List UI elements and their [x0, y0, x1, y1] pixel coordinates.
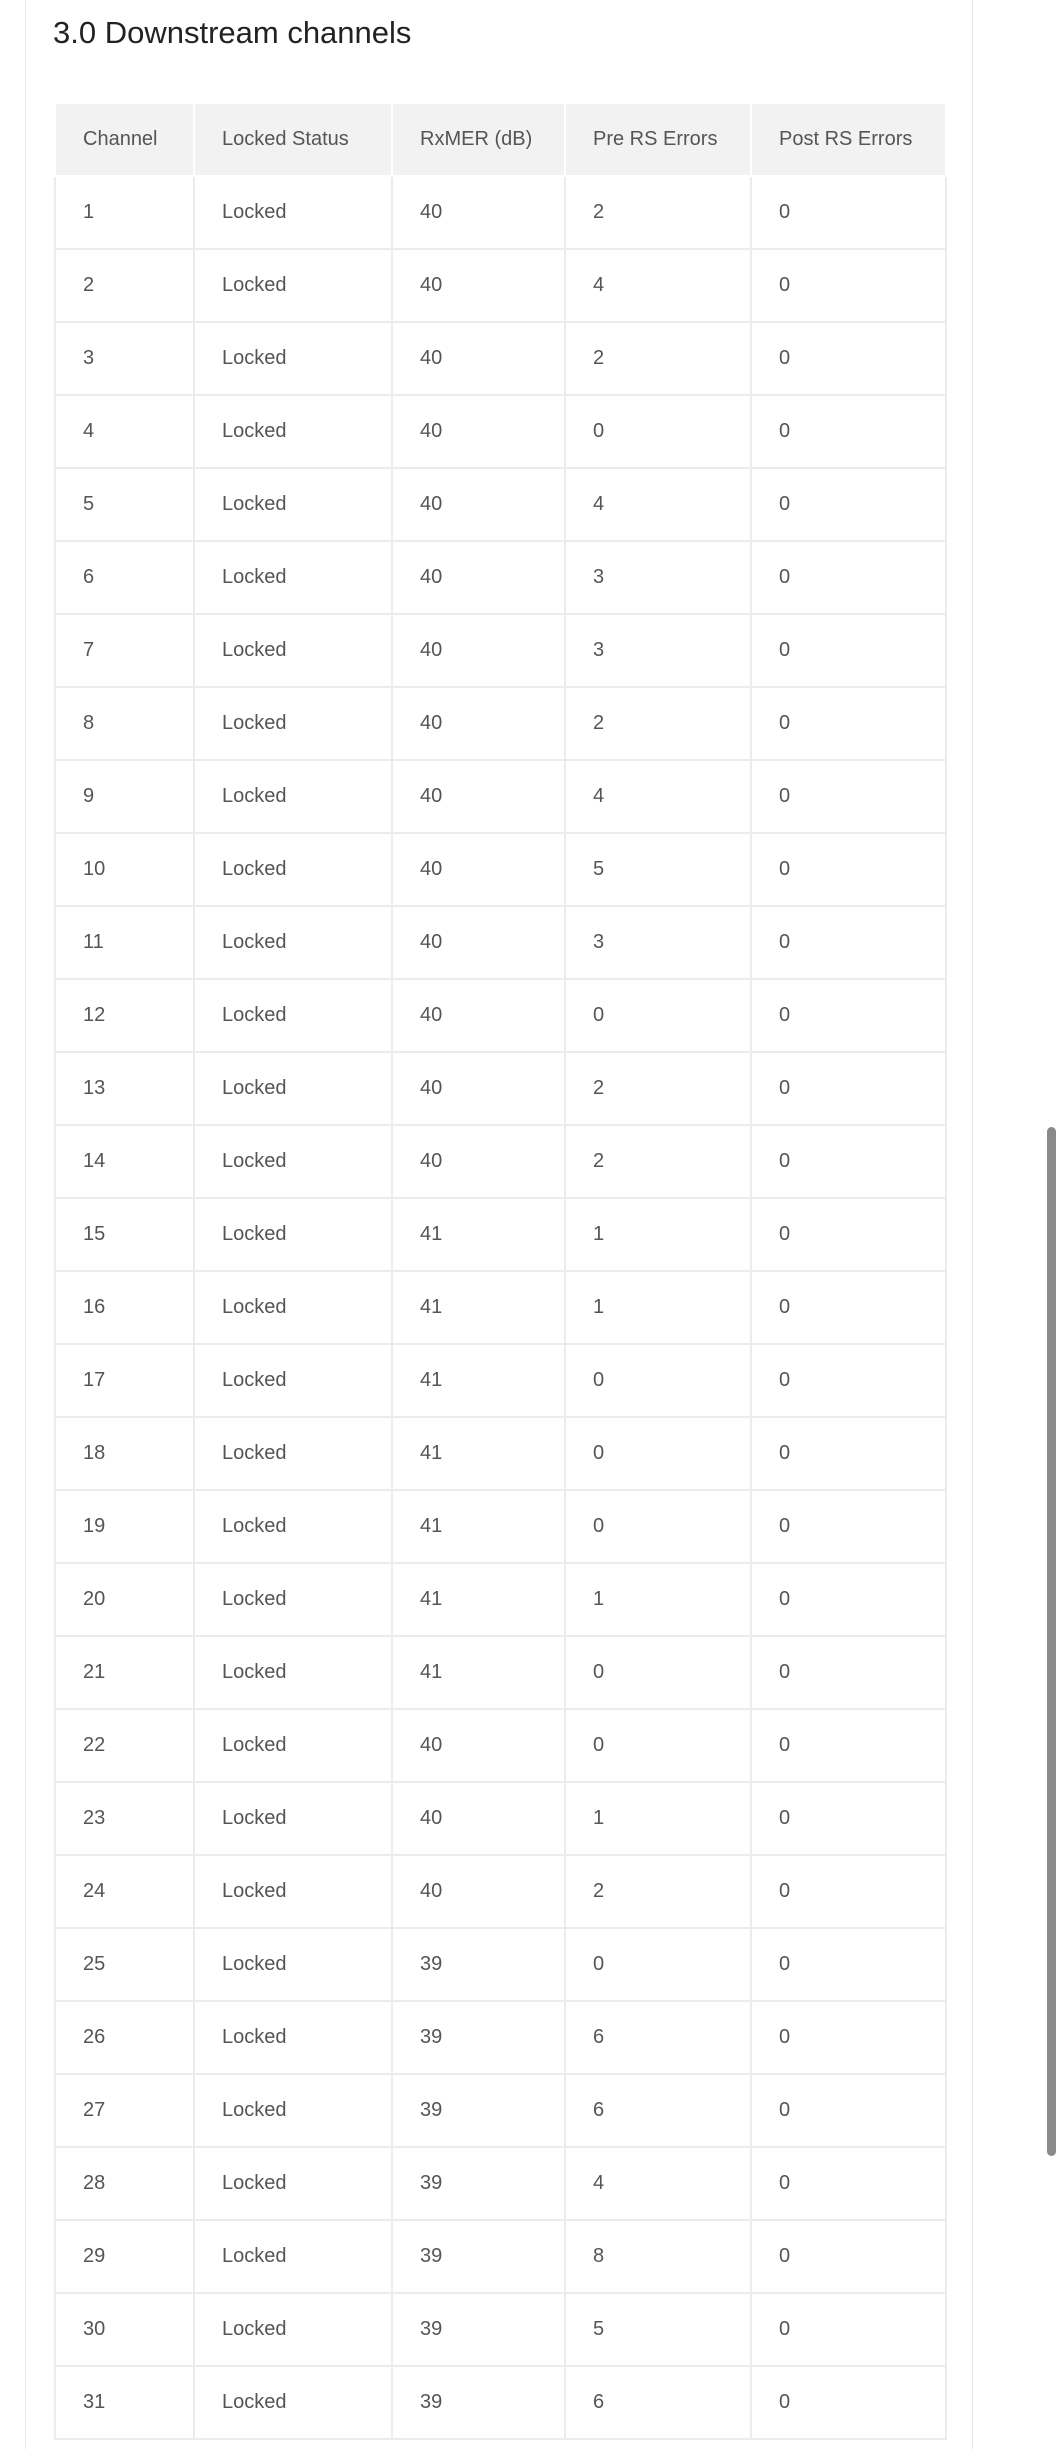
cell-pre-rs-errors: 2	[565, 687, 751, 760]
cell-locked-status: Locked	[194, 468, 392, 541]
cell-locked-status: Locked	[194, 1125, 392, 1198]
cell-locked-status: Locked	[194, 1563, 392, 1636]
cell-post-rs-errors: 0	[751, 2147, 946, 2220]
cell-channel: 24	[55, 1855, 194, 1928]
table-row	[55, 2074, 946, 2147]
table-row	[55, 2001, 946, 2074]
cell-channel: 5	[55, 468, 194, 541]
cell-rxmer: 40	[392, 1709, 565, 1782]
cell-post-rs-errors: 0	[751, 1052, 946, 1125]
cell-rxmer: 41	[392, 1490, 565, 1563]
cell-post-rs-errors: 0	[751, 1417, 946, 1490]
table-row	[55, 760, 946, 833]
cell-locked-status: Locked	[194, 395, 392, 468]
cell-locked-status: Locked	[194, 1490, 392, 1563]
cell-locked-status: Locked	[194, 1855, 392, 1928]
cell-pre-rs-errors: 0	[565, 1417, 751, 1490]
cell-rxmer: 40	[392, 1052, 565, 1125]
cell-pre-rs-errors: 1	[565, 1271, 751, 1344]
cell-rxmer: 41	[392, 1563, 565, 1636]
cell-channel: 3	[55, 322, 194, 395]
cell-rxmer: 40	[392, 614, 565, 687]
table-row	[55, 468, 946, 541]
cell-channel: 1	[55, 176, 194, 249]
cell-locked-status: Locked	[194, 1709, 392, 1782]
cell-pre-rs-errors: 5	[565, 833, 751, 906]
table-row	[55, 1855, 946, 1928]
cell-channel: 19	[55, 1490, 194, 1563]
cell-rxmer: 40	[392, 1855, 565, 1928]
cell-channel: 12	[55, 979, 194, 1052]
cell-rxmer: 40	[392, 395, 565, 468]
cell-channel: 2	[55, 249, 194, 322]
cell-pre-rs-errors: 2	[565, 1855, 751, 1928]
cell-channel: 28	[55, 2147, 194, 2220]
cell-rxmer: 40	[392, 906, 565, 979]
cell-rxmer: 41	[392, 1198, 565, 1271]
cell-post-rs-errors: 0	[751, 906, 946, 979]
table-header-row	[55, 103, 946, 176]
cell-rxmer: 39	[392, 1928, 565, 2001]
table-row	[55, 1782, 946, 1855]
cell-locked-status: Locked	[194, 833, 392, 906]
cell-post-rs-errors: 0	[751, 1344, 946, 1417]
cell-channel: 29	[55, 2220, 194, 2293]
table-row	[55, 176, 946, 249]
cell-channel: 9	[55, 760, 194, 833]
cell-locked-status: Locked	[194, 2220, 392, 2293]
table-row	[55, 2366, 946, 2439]
cell-post-rs-errors: 0	[751, 1490, 946, 1563]
cell-post-rs-errors: 0	[751, 760, 946, 833]
cell-locked-status: Locked	[194, 1636, 392, 1709]
column-header-locked-status: Locked Status	[194, 103, 392, 176]
cell-rxmer: 40	[392, 979, 565, 1052]
downstream-channels-table	[54, 102, 947, 2440]
cell-rxmer: 39	[392, 2293, 565, 2366]
cell-pre-rs-errors: 4	[565, 468, 751, 541]
cell-locked-status: Locked	[194, 2293, 392, 2366]
cell-post-rs-errors: 0	[751, 249, 946, 322]
cell-rxmer: 39	[392, 2001, 565, 2074]
table-row	[55, 1052, 946, 1125]
table-row	[55, 2293, 946, 2366]
cell-channel: 13	[55, 1052, 194, 1125]
cell-rxmer: 41	[392, 1417, 565, 1490]
cell-channel: 20	[55, 1563, 194, 1636]
cell-locked-status: Locked	[194, 760, 392, 833]
cell-post-rs-errors: 0	[751, 687, 946, 760]
cell-locked-status: Locked	[194, 1928, 392, 2001]
cell-locked-status: Locked	[194, 1782, 392, 1855]
table-row	[55, 2220, 946, 2293]
cell-post-rs-errors: 0	[751, 2366, 946, 2439]
cell-pre-rs-errors: 3	[565, 614, 751, 687]
cell-post-rs-errors: 0	[751, 1198, 946, 1271]
cell-pre-rs-errors: 1	[565, 1198, 751, 1271]
cell-locked-status: Locked	[194, 687, 392, 760]
cell-pre-rs-errors: 2	[565, 176, 751, 249]
cell-channel: 16	[55, 1271, 194, 1344]
table-row	[55, 687, 946, 760]
cell-locked-status: Locked	[194, 1198, 392, 1271]
cell-locked-status: Locked	[194, 541, 392, 614]
cell-channel: 10	[55, 833, 194, 906]
cell-channel: 31	[55, 2366, 194, 2439]
table-row	[55, 1125, 946, 1198]
cell-rxmer: 40	[392, 176, 565, 249]
table-row	[55, 541, 946, 614]
cell-post-rs-errors: 0	[751, 1855, 946, 1928]
cell-rxmer: 41	[392, 1344, 565, 1417]
table-row	[55, 1490, 946, 1563]
cell-post-rs-errors: 0	[751, 1563, 946, 1636]
table-row	[55, 2147, 946, 2220]
cell-channel: 22	[55, 1709, 194, 1782]
table-row	[55, 249, 946, 322]
cell-pre-rs-errors: 2	[565, 322, 751, 395]
cell-locked-status: Locked	[194, 979, 392, 1052]
column-header-channel: Channel	[55, 103, 194, 176]
cell-locked-status: Locked	[194, 2074, 392, 2147]
cell-locked-status: Locked	[194, 322, 392, 395]
cell-pre-rs-errors: 3	[565, 906, 751, 979]
cell-channel: 27	[55, 2074, 194, 2147]
cell-rxmer: 40	[392, 1125, 565, 1198]
table-row	[55, 395, 946, 468]
cell-pre-rs-errors: 2	[565, 1052, 751, 1125]
cell-pre-rs-errors: 0	[565, 1490, 751, 1563]
cell-pre-rs-errors: 1	[565, 1563, 751, 1636]
cell-pre-rs-errors: 6	[565, 2001, 751, 2074]
cell-pre-rs-errors: 1	[565, 1782, 751, 1855]
cell-rxmer: 40	[392, 468, 565, 541]
cell-locked-status: Locked	[194, 2001, 392, 2074]
table-row	[55, 1344, 946, 1417]
table-row	[55, 1709, 946, 1782]
cell-pre-rs-errors: 0	[565, 979, 751, 1052]
cell-post-rs-errors: 0	[751, 1636, 946, 1709]
cell-channel: 23	[55, 1782, 194, 1855]
table-row	[55, 906, 946, 979]
table-row	[55, 322, 946, 395]
cell-pre-rs-errors: 0	[565, 1636, 751, 1709]
cell-post-rs-errors: 0	[751, 176, 946, 249]
scrollbar-thumb[interactable]	[1047, 1127, 1056, 2156]
cell-rxmer: 41	[392, 1271, 565, 1344]
cell-pre-rs-errors: 0	[565, 1709, 751, 1782]
cell-channel: 8	[55, 687, 194, 760]
cell-channel: 25	[55, 1928, 194, 2001]
cell-pre-rs-errors: 3	[565, 541, 751, 614]
cell-pre-rs-errors: 4	[565, 249, 751, 322]
cell-rxmer: 40	[392, 760, 565, 833]
cell-rxmer: 40	[392, 1782, 565, 1855]
table-row	[55, 614, 946, 687]
cell-rxmer: 40	[392, 541, 565, 614]
column-header-post-rs-errors: Post RS Errors	[751, 103, 946, 176]
cell-rxmer: 40	[392, 249, 565, 322]
column-header-pre-rs-errors: Pre RS Errors	[565, 103, 751, 176]
cell-channel: 26	[55, 2001, 194, 2074]
cell-channel: 7	[55, 614, 194, 687]
cell-post-rs-errors: 0	[751, 1928, 946, 2001]
cell-locked-status: Locked	[194, 2147, 392, 2220]
cell-post-rs-errors: 0	[751, 322, 946, 395]
cell-channel: 30	[55, 2293, 194, 2366]
cell-channel: 11	[55, 906, 194, 979]
cell-channel: 4	[55, 395, 194, 468]
cell-locked-status: Locked	[194, 1417, 392, 1490]
table-row	[55, 1271, 946, 1344]
table-row	[55, 979, 946, 1052]
cell-post-rs-errors: 0	[751, 395, 946, 468]
cell-locked-status: Locked	[194, 176, 392, 249]
table-row	[55, 1198, 946, 1271]
cell-rxmer: 40	[392, 833, 565, 906]
downstream-panel	[25, 0, 973, 2449]
cell-pre-rs-errors: 8	[565, 2220, 751, 2293]
cell-pre-rs-errors: 0	[565, 395, 751, 468]
cell-rxmer: 39	[392, 2366, 565, 2439]
cell-rxmer: 39	[392, 2220, 565, 2293]
cell-channel: 14	[55, 1125, 194, 1198]
cell-channel: 17	[55, 1344, 194, 1417]
table-row	[55, 1636, 946, 1709]
cell-rxmer: 40	[392, 687, 565, 760]
cell-locked-status: Locked	[194, 249, 392, 322]
table-row	[55, 1563, 946, 1636]
cell-rxmer: 40	[392, 322, 565, 395]
cell-locked-status: Locked	[194, 906, 392, 979]
cell-post-rs-errors: 0	[751, 833, 946, 906]
table-row	[55, 1928, 946, 2001]
cell-post-rs-errors: 0	[751, 2293, 946, 2366]
cell-post-rs-errors: 0	[751, 2074, 946, 2147]
cell-post-rs-errors: 0	[751, 1709, 946, 1782]
vertical-scrollbar[interactable]	[1042, 0, 1063, 2449]
cell-post-rs-errors: 0	[751, 1271, 946, 1344]
cell-locked-status: Locked	[194, 2366, 392, 2439]
cell-post-rs-errors: 0	[751, 1125, 946, 1198]
cell-pre-rs-errors: 0	[565, 1344, 751, 1417]
table-row	[55, 833, 946, 906]
cell-pre-rs-errors: 0	[565, 1928, 751, 2001]
cell-pre-rs-errors: 5	[565, 2293, 751, 2366]
cell-locked-status: Locked	[194, 1271, 392, 1344]
table-body	[55, 176, 946, 2439]
section-title: 3.0 Downstream channels	[53, 15, 412, 50]
cell-pre-rs-errors: 6	[565, 2366, 751, 2439]
cell-rxmer: 39	[392, 2147, 565, 2220]
cell-locked-status: Locked	[194, 1052, 392, 1125]
table-row	[55, 1417, 946, 1490]
cell-rxmer: 39	[392, 2074, 565, 2147]
cell-channel: 18	[55, 1417, 194, 1490]
cell-channel: 15	[55, 1198, 194, 1271]
cell-channel: 6	[55, 541, 194, 614]
column-header-rxmer: RxMER (dB)	[392, 103, 565, 176]
cell-post-rs-errors: 0	[751, 541, 946, 614]
cell-post-rs-errors: 0	[751, 1782, 946, 1855]
cell-pre-rs-errors: 2	[565, 1125, 751, 1198]
cell-rxmer: 41	[392, 1636, 565, 1709]
cell-pre-rs-errors: 4	[565, 760, 751, 833]
cell-channel: 21	[55, 1636, 194, 1709]
cell-post-rs-errors: 0	[751, 614, 946, 687]
cell-post-rs-errors: 0	[751, 979, 946, 1052]
cell-post-rs-errors: 0	[751, 2001, 946, 2074]
cell-locked-status: Locked	[194, 1344, 392, 1417]
cell-locked-status: Locked	[194, 614, 392, 687]
cell-post-rs-errors: 0	[751, 468, 946, 541]
cell-post-rs-errors: 0	[751, 2220, 946, 2293]
cell-pre-rs-errors: 6	[565, 2074, 751, 2147]
cell-pre-rs-errors: 4	[565, 2147, 751, 2220]
